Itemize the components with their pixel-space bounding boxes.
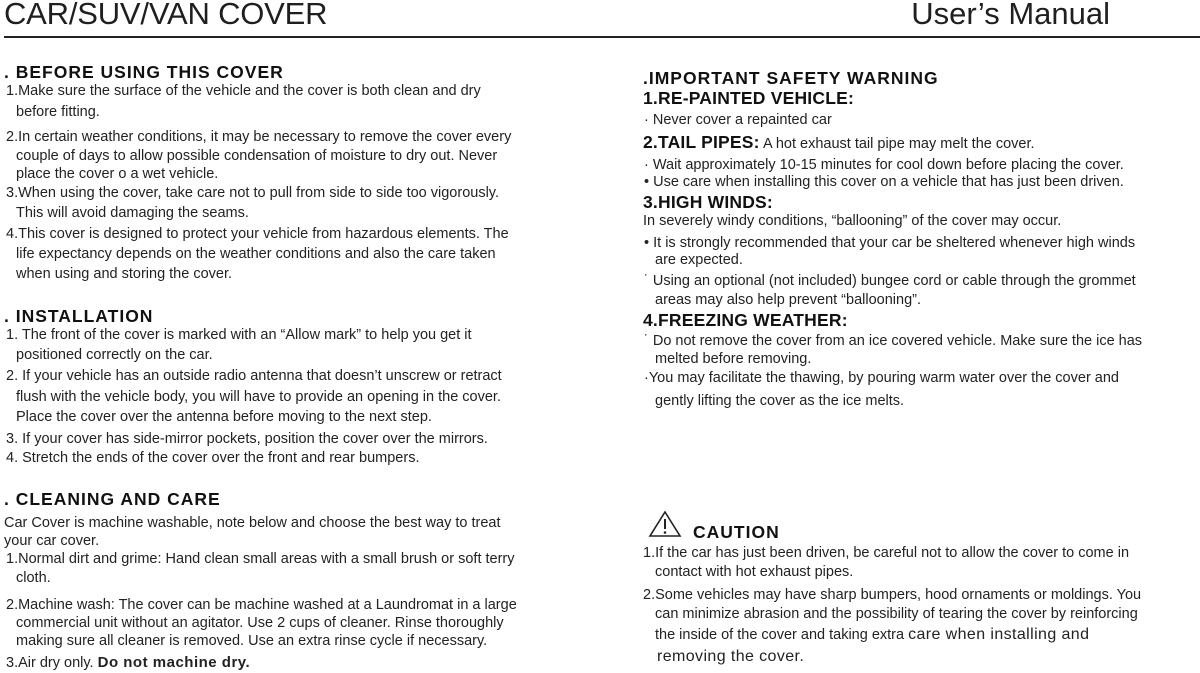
document-title: CAR/SUV/VAN COVER bbox=[4, 0, 328, 31]
safety-subtitle-high-winds: 3.HIGH WINDS: bbox=[643, 192, 773, 212]
before-line-9: life expectancy depends on the weather conditions and also the care taken bbox=[16, 246, 496, 262]
caution-line-3: 2.Some vehicles may have sharp bumpers, hood ornaments or moldings. You bbox=[643, 587, 1142, 603]
safety-tail-line-2: • Use care when installing this cover on a vehicle that has just been driven. bbox=[644, 174, 1124, 190]
safety-winds-line-2: are expected. bbox=[655, 252, 743, 268]
before-line-7: This will avoid damaging the seams. bbox=[16, 205, 249, 221]
safety-freezing-line-1: ˙ Do not remove the cover from an ice covered vehicle. Make sure the ice has bbox=[644, 333, 1143, 349]
section-title-caution: CAUTION bbox=[693, 522, 780, 542]
safety-subtitle-tail-pipes: 2.TAIL PIPES: bbox=[643, 132, 760, 152]
caution-line-6: removing the cover. bbox=[657, 648, 805, 665]
install-line-7: 4. Stretch the ends of the cover over the front and rear bumpers. bbox=[6, 450, 420, 466]
section-title-installation: . INSTALLATION bbox=[4, 306, 154, 326]
install-line-4: flush with the vehicle body, you will have to provide an opening in the cover. bbox=[16, 389, 501, 405]
cleaning-line-2: your car cover. bbox=[4, 533, 100, 549]
install-line-5: Place the cover over the antenna before moving to the next step. bbox=[16, 409, 432, 425]
install-line-6: 3. If your cover has side-mirror pockets, position the cover over the mirrors. bbox=[6, 431, 488, 447]
safety-winds-line-1: • It is strongly recommended that your car be sheltered whenever high winds bbox=[644, 235, 1136, 251]
safety-tail-line-1: · Wait approximately 10-15 minutes for cool down before placing the cover. bbox=[644, 157, 1124, 173]
caution-line-5 bbox=[655, 625, 1089, 645]
safety-repainted-line: · Never cover a repainted car bbox=[644, 112, 832, 128]
safety-subtitle-repainted: 1.RE-PAINTED VEHICLE: bbox=[643, 88, 854, 108]
before-line-10: when using and storing the cover. bbox=[16, 266, 233, 282]
safety-winds-line-3: ˙ Using an optional (not included) bungee cord or cable through the grommet bbox=[644, 273, 1136, 289]
section-title-cleaning: . CLEANING AND CARE bbox=[4, 489, 221, 509]
manual-label: User’s Manual bbox=[911, 0, 1110, 31]
cleaning-line-8 bbox=[6, 653, 250, 673]
caution-line-5-end: care when installing and bbox=[908, 626, 1090, 643]
install-line-2: positioned correctly on the car. bbox=[16, 347, 213, 363]
caution-line-1: 1.If the car has just been driven, be careful not to allow the cover to come in bbox=[643, 545, 1130, 561]
before-line-3: 2.In certain weather conditions, it may be necessary to remove the cover every bbox=[6, 129, 512, 145]
caution-line-2: contact with hot exhaust pipes. bbox=[655, 564, 854, 580]
caution-line-5-start: the inside of the cover and taking extra bbox=[655, 627, 905, 643]
cleaning-line-4: cloth. bbox=[16, 570, 51, 586]
safety-subtitle-freezing: 4.FREEZING WEATHER: bbox=[643, 310, 848, 330]
safety-tail-pipes-text: A hot exhaust tail pipe may melt the cover. bbox=[762, 136, 1035, 152]
safety-winds-text: In severely windy conditions, “ballooning” of the cover may occur. bbox=[643, 213, 1062, 229]
cleaning-line-5: 2.Machine wash: The cover can be machine washed at a Laundromat in a large bbox=[6, 597, 517, 613]
section-title-before: . BEFORE USING THIS COVER bbox=[4, 62, 284, 82]
before-line-4: couple of days to allow possible condensation of moisture to dry out. Never bbox=[16, 148, 498, 164]
before-line-8: 4.This cover is designed to protect your vehicle from hazardous elements. The bbox=[6, 226, 509, 242]
safety-freezing-line-4: gently lifting the cover as the ice melts. bbox=[655, 393, 905, 409]
safety-freezing-line-2: melted before removing. bbox=[655, 351, 812, 367]
cleaning-line-1: Car Cover is machine washable, note below and choose the best way to treat bbox=[4, 515, 501, 531]
install-line-3: 2. If your vehicle has an outside radio antenna that doesn’t unscrew or retract bbox=[6, 368, 502, 384]
caution-line-4: can minimize abrasion and the possibility of tearing the cover by reinforcing bbox=[655, 606, 1138, 622]
install-line-1: 1. The front of the cover is marked with an “Allow mark” to help you get it bbox=[6, 327, 472, 343]
air-dry-text: 3.Air dry only. bbox=[6, 655, 94, 671]
safety-tail-pipes bbox=[643, 133, 1035, 154]
section-title-safety: .IMPORTANT SAFETY WARNING bbox=[643, 68, 939, 88]
before-line-6: 3.When using the cover, take care not to pull from side to side too vigorously. bbox=[6, 185, 499, 201]
header-divider bbox=[4, 36, 1200, 38]
do-not-machine-dry-text: Do not machine dry. bbox=[97, 654, 251, 671]
safety-winds-line-4: areas may also help prevent “ballooning”. bbox=[655, 292, 921, 308]
cleaning-line-7: making sure all cleaner is removed. Use an extra rinse cycle if necessary. bbox=[16, 633, 488, 649]
before-line-1: 1.Make sure the surface of the vehicle and the cover is both clean and dry bbox=[6, 83, 481, 99]
cleaning-line-3: 1.Normal dirt and grime: Hand clean small areas with a small brush or soft terry bbox=[6, 551, 515, 567]
warning-triangle-icon bbox=[648, 510, 682, 538]
before-line-2: before fitting. bbox=[16, 104, 100, 120]
cleaning-line-6: commercial unit without an agitator. Use 2 cups of cleaner. Rinse thoroughly bbox=[16, 615, 504, 631]
safety-freezing-line-3: ·You may facilitate the thawing, by pouring warm water over the cover and bbox=[644, 370, 1119, 386]
before-line-5: place the cover o a wet vehicle. bbox=[16, 166, 219, 182]
